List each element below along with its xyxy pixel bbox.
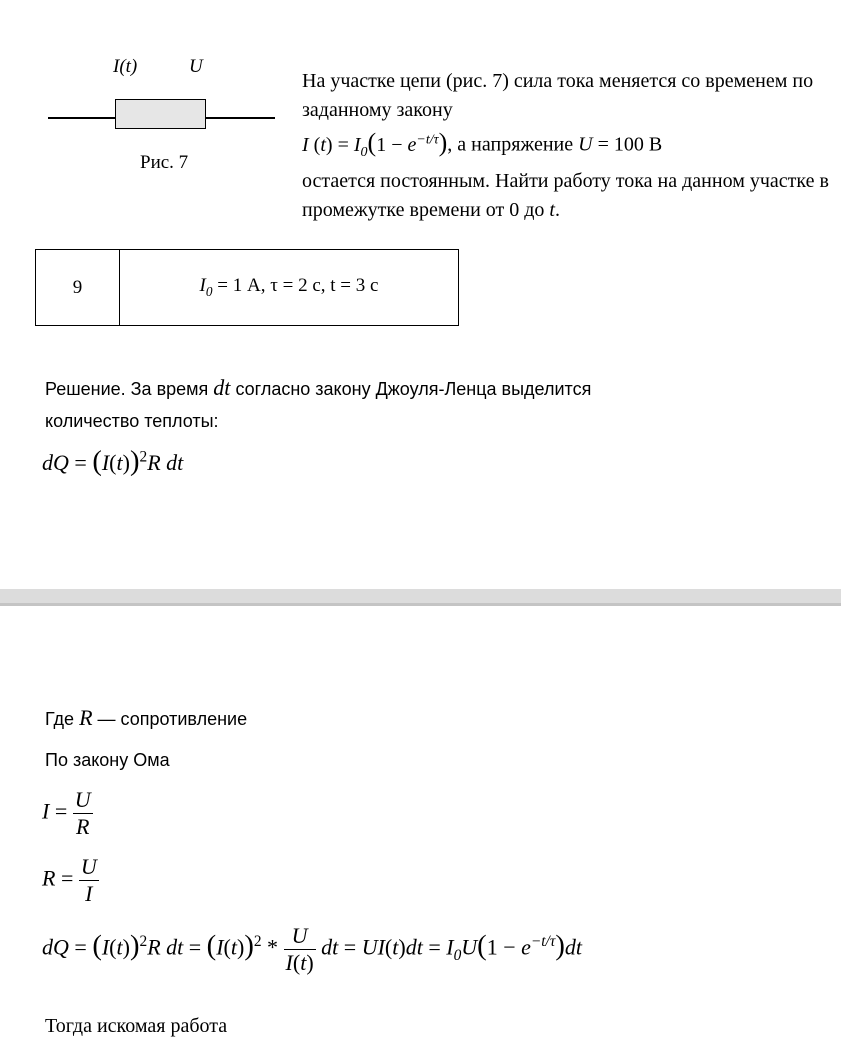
values-cell: $I_0 = 1$ А, τ = 2 с, t = 3 с <box>120 250 459 326</box>
then-text: Тогда искомая работа <box>45 1015 228 1037</box>
resistance-text: — сопротивление <box>97 709 248 729</box>
solution-intro-text-3: количество теплоты: <box>45 411 219 431</box>
ohm-formula-current: I = $\frac{U}{R}$ <box>42 787 91 839</box>
current-law-formula: I $(t) = I_0(1 - e^{-t/\tau})$ <box>302 127 448 160</box>
problem-text-1: На участке цепи (рис. 7) сила тока меняется со временем по заданному закону <box>302 70 814 121</box>
problem-statement: На участке цепи (рис. 7) сила тока меняется со временем по заданному закону I $(t) = I_0(1 - e^{-t/\tau})$, а напряжение U = 100 В остается постоянным. Найти работу тока на данном участке в промежутке времени от 0 до t. <box>302 70 829 221</box>
table-row <box>36 250 459 326</box>
figure-caption: Рис. 7 <box>140 152 189 173</box>
problem-text-3: остается постоянным. Найти работу тока на данном участке в промежутке времени от 0 до <box>302 169 829 221</box>
right-wire <box>205 117 275 119</box>
voltage-label: U <box>189 56 203 77</box>
solution-intro-text-1: Решение. За время <box>45 379 209 399</box>
page-separator <box>0 589 841 606</box>
parameters-table <box>35 249 459 326</box>
where-text: Где <box>45 709 75 729</box>
resistance-note: Где R — сопротивление <box>45 705 248 730</box>
resistor-symbol <box>115 99 206 129</box>
ohm-law-heading: По закону Ома <box>45 750 170 770</box>
solution-intro: Решение. За время dt согласно закону Джоуля-Ленца выделится количество теплоты: <box>45 375 592 431</box>
joule-lenz-formula: dQ = $(I(t))^2R$ dt <box>42 446 184 477</box>
ohm-formula-resistance: R = $\frac{U}{I}$ <box>42 854 97 906</box>
voltage-value: = 100 В <box>597 133 663 156</box>
solution-intro-text-2: согласно закону Джоуля-Ленца выделится <box>235 379 592 399</box>
current-label: I(t) <box>113 56 138 77</box>
left-wire <box>48 117 116 119</box>
variant-cell: 9 <box>36 250 120 326</box>
problem-text-2: , а напряжение <box>447 133 579 156</box>
work-formula: dQ = $(I(t))^2R$ dt = $(I(t))^2$ * $\frac{U}{I(t)}$ dt = $UI(t)dt = I_0U(1 - e^{-t/\tau})dt$ <box>42 923 582 975</box>
